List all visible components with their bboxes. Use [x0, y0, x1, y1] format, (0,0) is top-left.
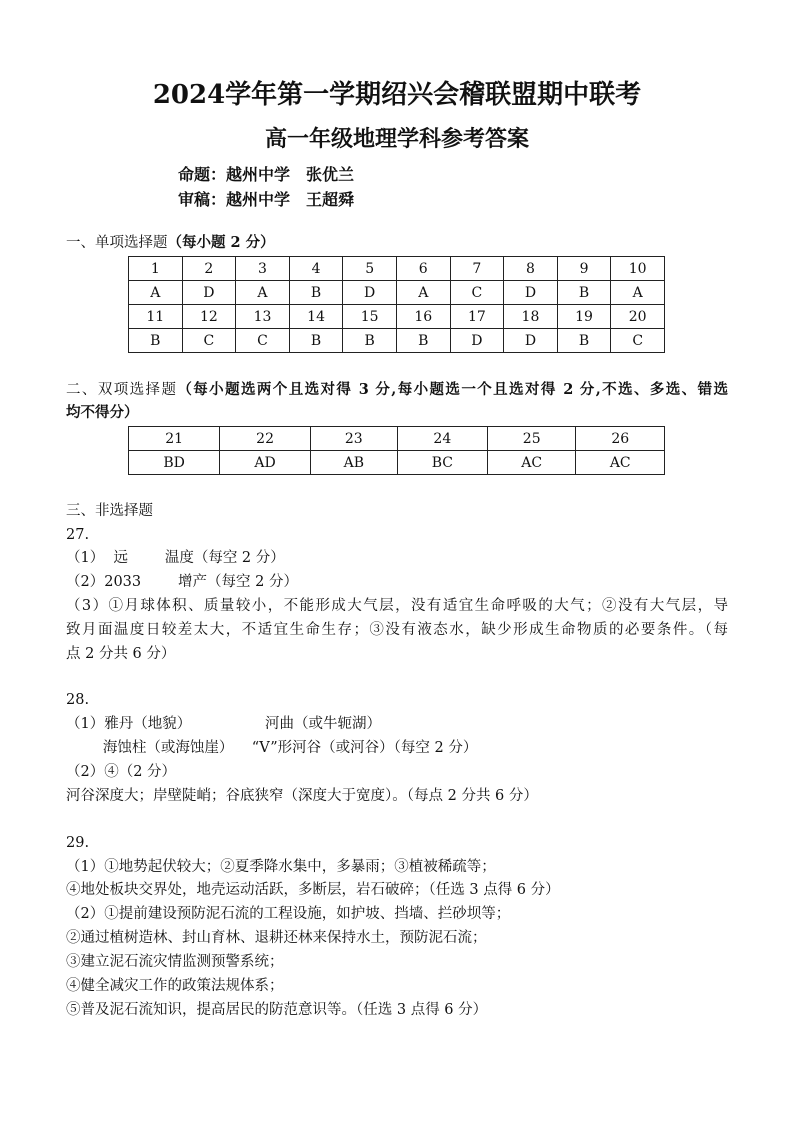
answer-cell: D — [504, 329, 558, 353]
answer-cell: D — [504, 281, 558, 305]
answer-cell: C — [182, 329, 236, 353]
question-number-cell: 24 — [397, 427, 487, 451]
question-number-cell: 12 — [182, 305, 236, 329]
answer-cell: D — [343, 281, 397, 305]
q28-line: 河谷深度大；岸壁陡峭；谷底狭窄（深度大于宽度）。（每点 2 分共 6 分） — [66, 788, 538, 804]
section2-heading-text: 二、双项选择题 — [66, 382, 178, 398]
question-number-cell: 11 — [129, 305, 183, 329]
question-number-cell: 26 — [576, 427, 665, 451]
question-number-cell: 21 — [129, 427, 220, 451]
q28-line: 海蚀柱（或海蚀崖） “V”形河谷（或河谷）（每空 2 分） — [66, 740, 478, 756]
answer-cell: B — [129, 329, 183, 353]
q29-line: ④健全减灾工作的政策法规体系； — [66, 978, 284, 994]
author-line: 命题：越州中学 张优兰 — [178, 165, 355, 184]
question-number-cell: 8 — [504, 257, 558, 281]
question-number-cell: 9 — [557, 257, 611, 281]
question-number-cell: 3 — [236, 257, 290, 281]
document-title: 2024学年第一学期绍兴会稽联盟期中联考 — [152, 80, 642, 110]
answer-cell: BC — [397, 451, 487, 475]
answer-cell: AC — [576, 451, 665, 475]
answer-cell: B — [289, 281, 343, 305]
question-number-cell: 10 — [611, 257, 665, 281]
answer-cell: AD — [220, 451, 311, 475]
q28-line: （1）雅丹（地貌） 河曲（或牛轭湖） — [66, 716, 381, 732]
question-number-row — [129, 305, 665, 329]
answer-cell: B — [557, 329, 611, 353]
question-number-cell: 16 — [396, 305, 450, 329]
answer-cell: B — [343, 329, 397, 353]
answer-row — [129, 281, 665, 305]
q29-number: 29. — [66, 835, 90, 851]
reviewer-line: 审稿：越州中学 王超舜 — [178, 190, 355, 209]
q27-line: （1） 远 温度（每空 2 分） — [66, 550, 285, 566]
question-number-cell: 17 — [450, 305, 504, 329]
answer-cell: A — [129, 281, 183, 305]
q27-line: 致月面温度日较差太大，不适宜生命生存；③没有液态水，缺少形成生命物质的必要条件。（每 — [66, 622, 728, 638]
double-choice-answer-table — [128, 426, 665, 475]
q29-line: （2）①提前建设预防泥石流的工程设施，如护坡、挡墙、拦砂坝等； — [66, 906, 511, 922]
single-choice-answer-table — [128, 256, 665, 353]
q27-number: 27. — [66, 527, 90, 543]
section2-note-cont: 均不得分） — [66, 404, 139, 421]
question-number-cell: 22 — [220, 427, 311, 451]
q27-line: （3）①月球体积、质量较小，不能形成大气层，没有适宜生命呼吸的大气；②没有大气层，导 — [66, 598, 728, 614]
question-number-cell: 25 — [487, 427, 576, 451]
section1-heading-text: 一、单项选择题 — [66, 235, 168, 251]
question-number-cell: 14 — [289, 305, 343, 329]
answer-cell: AB — [310, 451, 397, 475]
answer-cell: D — [182, 281, 236, 305]
answer-cell: A — [236, 281, 290, 305]
question-number-cell: 2 — [182, 257, 236, 281]
question-number-cell: 6 — [396, 257, 450, 281]
q29-line: ⑤普及泥石流知识，提高居民的防范意识等。（任选 3 点得 6 分） — [66, 1002, 488, 1018]
question-number-cell: 1 — [129, 257, 183, 281]
answer-cell: AC — [487, 451, 576, 475]
section3-heading: 三、非选择题 — [66, 503, 153, 519]
question-number-cell: 13 — [236, 305, 290, 329]
section2-note: （每小题选两个且选对得 3 分,每小题选一个且选对得 2 分,不选、多选、错选 — [177, 381, 729, 398]
q29-line: ④地处板块交界处，地壳运动活跃，多断层，岩石破碎；（任选 3 点得 6 分） — [66, 882, 560, 898]
question-number-row — [129, 427, 665, 451]
q28-line: （2）④（2 分） — [66, 764, 177, 780]
question-number-cell: 18 — [504, 305, 558, 329]
answer-row — [129, 451, 665, 475]
question-number-cell: 19 — [557, 305, 611, 329]
answer-row — [129, 329, 665, 353]
answer-cell: B — [557, 281, 611, 305]
question-number-cell: 20 — [611, 305, 665, 329]
section1-heading — [66, 233, 275, 253]
question-number-cell: 15 — [343, 305, 397, 329]
document-subtitle: 高一年级地理学科参考答案 — [264, 126, 529, 152]
answer-cell: B — [289, 329, 343, 353]
answer-cell: C — [450, 281, 504, 305]
q29-line: ②通过植树造林、封山育林、退耕还林来保持水土，预防泥石流； — [66, 930, 487, 946]
answer-cell: D — [450, 329, 504, 353]
question-number-row — [129, 257, 665, 281]
answer-cell: BD — [129, 451, 220, 475]
question-number-cell: 7 — [450, 257, 504, 281]
answer-cell: C — [236, 329, 290, 353]
question-number-cell: 4 — [289, 257, 343, 281]
question-number-cell: 23 — [310, 427, 397, 451]
question-number-cell: 5 — [343, 257, 397, 281]
answer-cell: A — [396, 281, 450, 305]
q27-line: 点 2 分共 6 分） — [66, 646, 176, 662]
answer-cell: B — [396, 329, 450, 353]
section2-heading — [66, 380, 728, 400]
answer-cell: C — [611, 329, 665, 353]
q29-line: ③建立泥石流灾情监测预警系统； — [66, 954, 284, 970]
q28-number: 28. — [66, 692, 90, 708]
q27-line: （2）2033 增产（每空 2 分） — [66, 574, 298, 590]
section1-note: （每小题 2 分） — [167, 234, 275, 251]
q29-line: （1）①地势起伏较大；②夏季降水集中，多暴雨；③植被稀疏等； — [66, 859, 496, 875]
answer-cell: A — [611, 281, 665, 305]
